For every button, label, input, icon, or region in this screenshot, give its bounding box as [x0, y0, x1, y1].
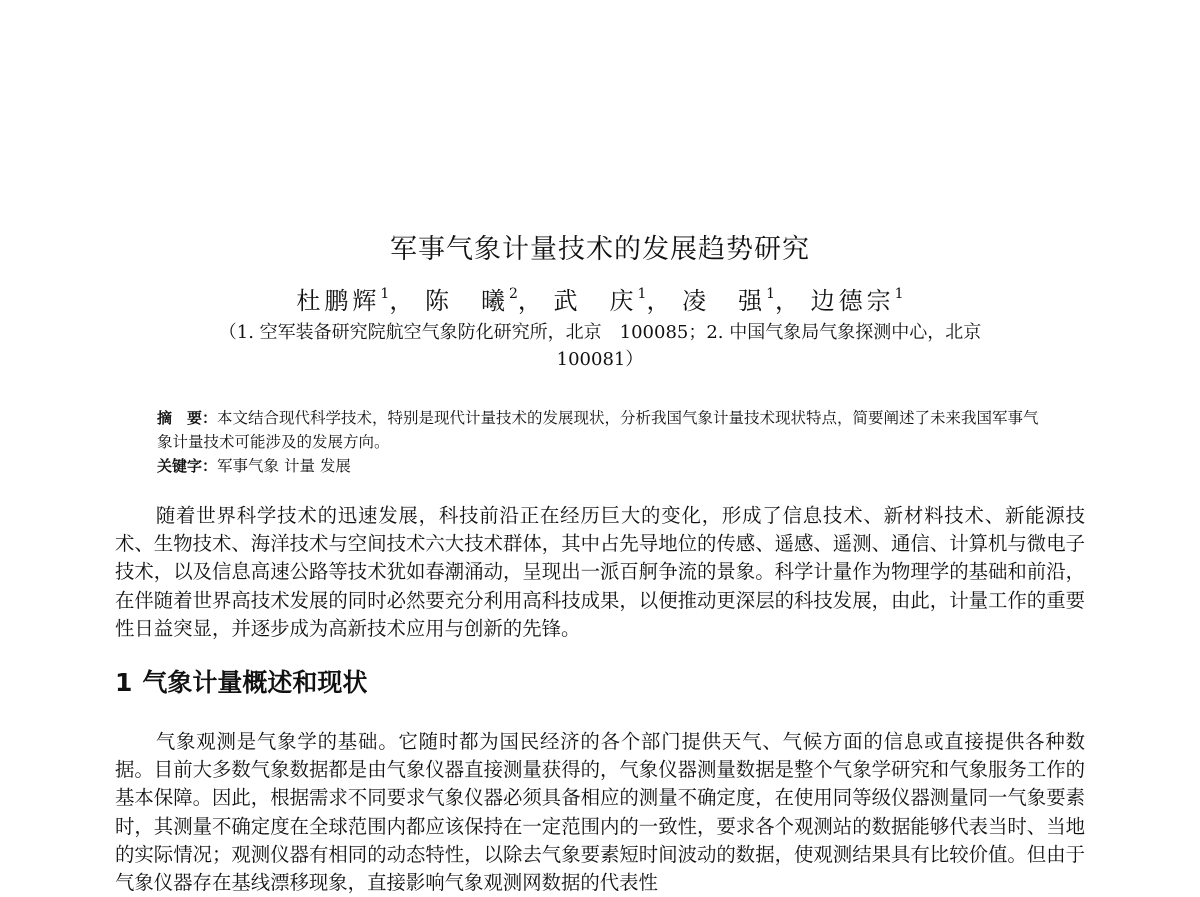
author: 武 庆$^1$: [553, 286, 647, 315]
section-paragraph: 气象观测是气象学的基础。它随时都为国民经济的各个部门提供天气、气候方面的信息或直接提供各种数据。目前大多数气象数据都是由气象仪器直接测量获得的，气象仪器测量数据是整个气象学研究和气象服务工作的基本保障。因此，根据需求不同要求气象仪器必须具备相应的测量不确定度，在使用同等级仪器测量同一气象要素时，其测量不确定度在全球范围内都应该保持在一定范围内的一致性，要求各个观测站的数据能够代表当时、当地的实际情况；观测仪器有相同的动态特性，以除去气象要素短时间波动的数据，使观测结果具有比较价值。但由于气象仪器存在基线漂移现象，直接影响气象观测网数据的代表性: [115, 730, 1085, 895]
affiliations: [160, 319, 1040, 373]
paper-title: 军事气象计量技术的发展趋势研究: [390, 234, 810, 265]
abstract-text: 本文结合现代科学技术，特别是现代计量技术的发展现状，分析我国气象计量技术现状特点，简要阐述了未来我国军事气象计量技术可能涉及的发展方向。: [157, 409, 1039, 451]
keywords-label: 关键字：: [157, 457, 218, 475]
section-heading: [115, 666, 367, 700]
author-list: 杜鹏辉$^1$， 陈 曦$^2$， 武 庆$^1$， 凌 强$^1$， 边德宗$^1$: [296, 286, 904, 315]
author: 边德宗$^1$: [810, 286, 904, 315]
author: 陈 曦$^2$: [424, 286, 518, 315]
intro-paragraph: 随着世界科学技术的迅速发展，科技前沿正在经历巨大的变化，形成了信息技术、新材料技术、新能源技术、生物技术、海洋技术与空间技术六大技术群体，其中占先导地位的传感、遥感、遥测、通信、计算机与微电子技术，以及信息高速公路等技术犹如春潮涌动，呈现出一派百舸争流的景象。科学计量作为物理学的基础和前沿，在伴随着世界高技术发展的同时必然要充分利用高科技成果，以便推动更深层的科技发展，由此，计量工作的重要性日益突显，并逐步成为高新技术应用与创新的先锋。: [115, 504, 1085, 640]
section-number: 1: [115, 668, 133, 697]
section-title: 气象计量概述和现状: [142, 668, 368, 697]
abstract: [157, 406, 1047, 454]
author: 凌 强$^1$: [682, 286, 776, 315]
abstract-label: 摘 要：: [157, 409, 218, 427]
author: 杜鹏辉$^1$: [296, 286, 390, 315]
keywords: [157, 454, 1047, 478]
affiliations-line: 100081）: [556, 349, 644, 370]
keywords-text: 军事气象 计量 发展: [217, 457, 351, 475]
affiliations-line: （1. 空军装备研究院航空气象防化研究所，北京 100085；2. 中国气象局气象探测中心，北京: [218, 322, 982, 343]
